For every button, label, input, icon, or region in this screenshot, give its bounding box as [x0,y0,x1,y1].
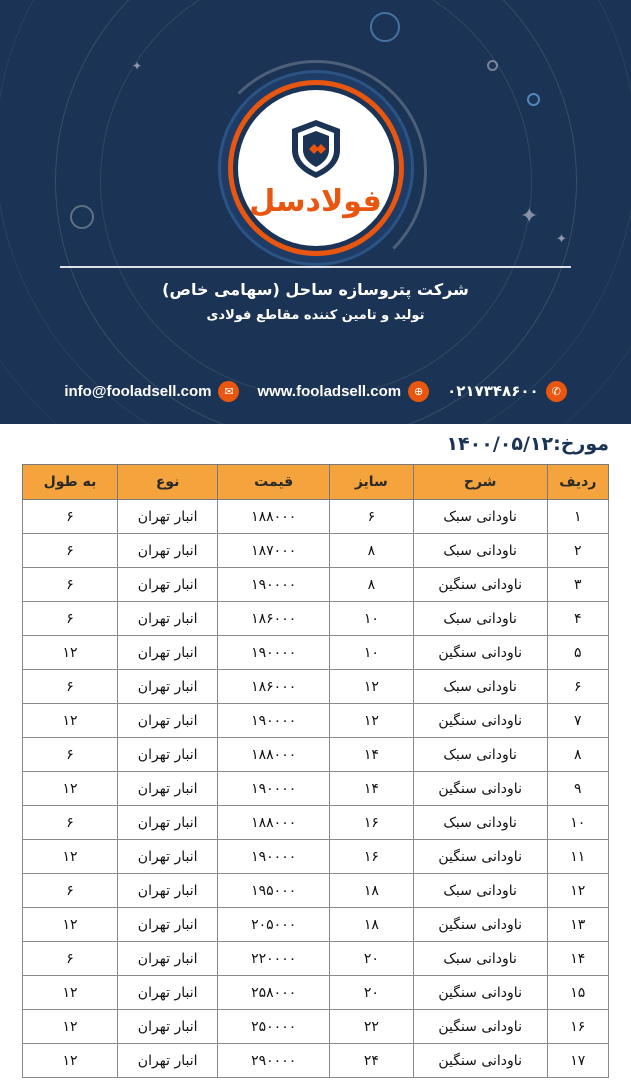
table-row [23,704,609,738]
cell-row-number: ۴ [547,602,608,636]
cell-description: ناودانی سنگین [413,636,547,670]
table-row [23,602,609,636]
cell-length: ۱۲ [23,704,118,738]
cell-price: ۱۸۷۰۰۰ [218,534,330,568]
table-row [23,874,609,908]
header-banner [0,0,631,424]
table-row [23,976,609,1010]
cell-length: ۱۲ [23,976,118,1010]
cell-row-number: ۱۶ [547,1010,608,1044]
table-row [23,942,609,976]
cell-row-number: ۱۴ [547,942,608,976]
cell-size: ۱۴ [329,772,413,806]
cell-price: ۱۹۰۰۰۰ [218,840,330,874]
cell-size: ۱۲ [329,670,413,704]
cell-description: ناودانی سبک [413,670,547,704]
contact-email-text: info@fooladsell.com [64,382,212,400]
decorative-circle [370,12,400,42]
cell-length: ۱۲ [23,840,118,874]
price-table [22,464,609,1078]
cell-size: ۲۰ [329,976,413,1010]
cell-type: انبار تهران [117,840,217,874]
table-row [23,908,609,942]
company-subtitle: تولید و تامین کننده مقاطع فولادی [206,308,425,323]
cell-price: ۲۰۵۰۰۰ [218,908,330,942]
cell-type: انبار تهران [117,568,217,602]
cell-length: ۶ [23,500,118,534]
cell-row-number: ۱ [547,500,608,534]
table-row [23,500,609,534]
cell-price: ۱۸۸۰۰۰ [218,806,330,840]
column-header-type: نوع [117,465,217,500]
cell-size: ۶ [329,500,413,534]
sparkle-icon: ✦ [520,203,539,228]
cell-size: ۱۴ [329,738,413,772]
cell-type: انبار تهران [117,976,217,1010]
table-row [23,636,609,670]
shield-icon [288,118,344,180]
date-line [0,424,631,464]
cell-description: ناودانی سبک [413,806,547,840]
table-row [23,568,609,602]
table-row [23,806,609,840]
sparkle-icon: ✦ [556,231,567,246]
cell-description: ناودانی سنگین [413,1044,547,1078]
cell-row-number: ۱۵ [547,976,608,1010]
cell-row-number: ۲ [547,534,608,568]
cell-length: ۶ [23,942,118,976]
cell-type: انبار تهران [117,534,217,568]
cell-description: ناودانی سبک [413,738,547,772]
cell-length: ۶ [23,738,118,772]
cell-size: ۱۲ [329,704,413,738]
cell-type: انبار تهران [117,1044,217,1078]
cell-length: ۶ [23,874,118,908]
cell-size: ۱۶ [329,806,413,840]
cell-length: ۱۲ [23,1044,118,1078]
company-logo [218,70,414,266]
cell-price: ۱۸۸۰۰۰ [218,738,330,772]
cell-row-number: ۹ [547,772,608,806]
price-table-body [23,500,609,1078]
cell-description: ناودانی سنگین [413,704,547,738]
contact-website[interactable] [257,381,429,402]
cell-type: انبار تهران [117,942,217,976]
column-header-price: قیمت [218,465,330,500]
cell-description: ناودانی سنگین [413,908,547,942]
logo-wordmark: فولادسل [249,183,382,219]
cell-description: ناودانی سنگین [413,1010,547,1044]
phone-icon: ✆ [546,381,567,402]
cell-type: انبار تهران [117,738,217,772]
cell-size: ۲۴ [329,1044,413,1078]
table-row [23,738,609,772]
cell-price: ۲۵۰۰۰۰ [218,1010,330,1044]
cell-type: انبار تهران [117,602,217,636]
cell-price: ۲۵۸۰۰۰ [218,976,330,1010]
cell-type: انبار تهران [117,670,217,704]
table-row [23,1010,609,1044]
company-name: شرکت پتروسازه ساحل (سهامی خاص) [162,280,469,299]
cell-length: ۶ [23,534,118,568]
cell-size: ۲۲ [329,1010,413,1044]
table-row [23,534,609,568]
email-icon: ✉ [218,381,239,402]
cell-type: انبار تهران [117,636,217,670]
cell-row-number: ۵ [547,636,608,670]
cell-price: ۲۹۰۰۰۰ [218,1044,330,1078]
cell-type: انبار تهران [117,500,217,534]
cell-length: ۱۲ [23,1010,118,1044]
cell-price: ۱۸۶۰۰۰ [218,670,330,704]
price-list-date: مورخ:۱۴۰۰/۰۵/۱۲ [446,433,609,455]
cell-size: ۱۸ [329,908,413,942]
decorative-circle [487,60,498,71]
price-table-wrapper [0,464,631,1088]
contact-email[interactable] [64,381,239,402]
cell-type: انبار تهران [117,772,217,806]
table-header-row [23,465,609,500]
cell-length: ۶ [23,568,118,602]
cell-length: ۱۲ [23,772,118,806]
cell-price: ۱۹۰۰۰۰ [218,704,330,738]
cell-row-number: ۱۳ [547,908,608,942]
cell-row-number: ۸ [547,738,608,772]
cell-price: ۱۸۸۰۰۰ [218,500,330,534]
cell-description: ناودانی سبک [413,874,547,908]
contact-phone-text: ۰۲۱۷۳۴۸۶۰۰ [447,382,539,400]
cell-description: ناودانی سنگین [413,568,547,602]
cell-description: ناودانی سنگین [413,772,547,806]
column-header-length: به طول [23,465,118,500]
cell-row-number: ۱۷ [547,1044,608,1078]
globe-icon: ⊕ [408,381,429,402]
cell-price: ۲۲۰۰۰۰ [218,942,330,976]
cell-price: ۱۹۰۰۰۰ [218,568,330,602]
cell-price: ۱۹۰۰۰۰ [218,636,330,670]
column-header-row-number: ردیف [547,465,608,500]
cell-description: ناودانی سنگین [413,976,547,1010]
cell-length: ۱۲ [23,636,118,670]
cell-description: ناودانی سنگین [413,840,547,874]
cell-price: ۱۹۵۰۰۰ [218,874,330,908]
table-row [23,670,609,704]
cell-size: ۱۰ [329,636,413,670]
cell-length: ۶ [23,602,118,636]
cell-length: ۶ [23,670,118,704]
sparkle-icon: ✦ [132,59,143,73]
cell-length: ۱۲ [23,908,118,942]
cell-size: ۸ [329,568,413,602]
cell-type: انبار تهران [117,908,217,942]
cell-price: ۱۹۰۰۰۰ [218,772,330,806]
cell-type: انبار تهران [117,1010,217,1044]
cell-size: ۱۶ [329,840,413,874]
decorative-circle [70,205,94,229]
column-header-size: سایز [329,465,413,500]
header-divider [60,266,571,268]
cell-description: ناودانی سبک [413,942,547,976]
cell-size: ۸ [329,534,413,568]
cell-length: ۶ [23,806,118,840]
cell-size: ۱۸ [329,874,413,908]
cell-size: ۱۰ [329,602,413,636]
cell-row-number: ۱۱ [547,840,608,874]
logo-core [238,90,394,246]
table-row [23,772,609,806]
cell-row-number: ۷ [547,704,608,738]
contact-row [0,376,631,406]
column-header-description: شرح [413,465,547,500]
cell-size: ۲۰ [329,942,413,976]
cell-row-number: ۱۲ [547,874,608,908]
cell-row-number: ۶ [547,670,608,704]
cell-row-number: ۳ [547,568,608,602]
cell-row-number: ۱۰ [547,806,608,840]
contact-website-text: www.fooladsell.com [257,382,402,400]
cell-type: انبار تهران [117,874,217,908]
cell-type: انبار تهران [117,704,217,738]
cell-description: ناودانی سبک [413,602,547,636]
table-row [23,840,609,874]
contact-phone[interactable] [447,381,567,402]
cell-type: انبار تهران [117,806,217,840]
cell-price: ۱۸۶۰۰۰ [218,602,330,636]
cell-description: ناودانی سبک [413,534,547,568]
table-row [23,1044,609,1078]
cell-description: ناودانی سبک [413,500,547,534]
decorative-circle [527,93,540,106]
